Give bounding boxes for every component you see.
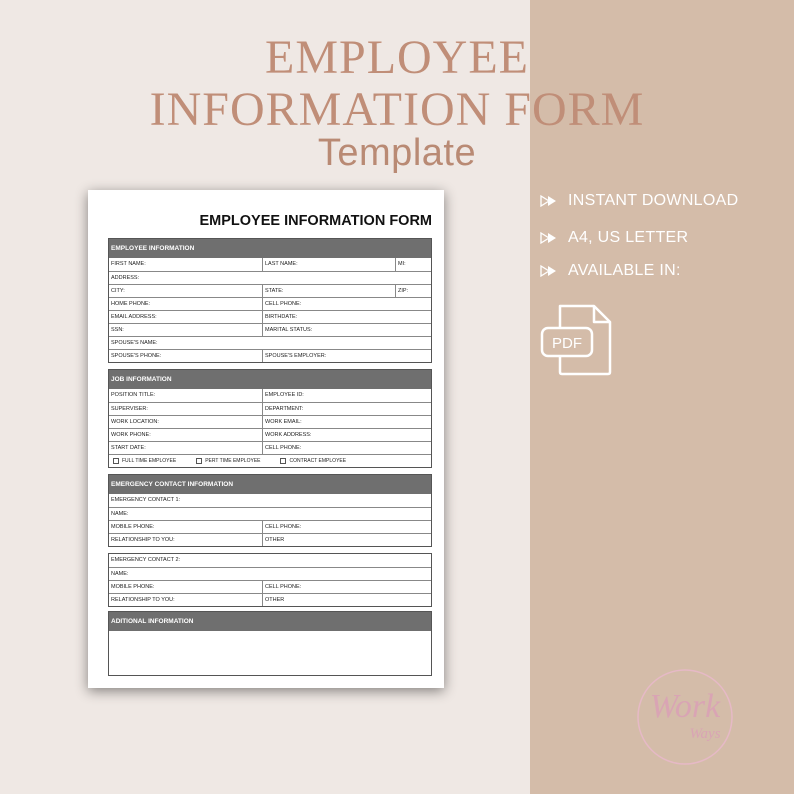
field-label: WORK PHONE: [111, 432, 151, 438]
field-label: LAST NAME: [262, 258, 395, 271]
section-header: EMPLOYEE INFORMATION [109, 239, 431, 258]
form-row [109, 554, 431, 567]
form-row [109, 271, 431, 284]
option-label: CONTRACT EMPLOYEE [289, 458, 347, 464]
feature-text: INSTANT DOWNLOAD [568, 192, 739, 209]
option-label: FULL TIME EMPLOYEE [122, 458, 177, 464]
form-row [109, 494, 431, 507]
field-label: CELL PHONE: [262, 581, 431, 593]
form-row [109, 402, 431, 415]
form-row [109, 520, 431, 533]
field-label: WORK LOCATION: [111, 419, 159, 425]
field-label: MOBILE PHONE: [111, 524, 155, 530]
form-row [109, 297, 431, 310]
feature-item [540, 229, 688, 247]
employment-type-row [109, 454, 431, 467]
field-label: CELL PHONE: [262, 521, 431, 533]
form-row [109, 415, 431, 428]
feature-text: AVAILABLE IN: [568, 262, 681, 279]
brand-logo [630, 662, 740, 772]
field-label: RELATIONSHIP TO YOU: [111, 597, 175, 603]
double-arrow-icon [540, 231, 560, 245]
employee-information-section [108, 238, 432, 363]
full-time-option[interactable] [113, 458, 176, 464]
section-header: JOB INFORMATION [109, 370, 431, 389]
field-label: NAME: [111, 571, 129, 577]
notes-area[interactable] [109, 631, 431, 675]
form-row [109, 441, 431, 454]
emergency-contact-2-section [108, 553, 432, 607]
headline-line-1: EMPLOYEE [265, 31, 529, 84]
field-label: WORK ADDRESS: [262, 429, 431, 441]
field-label: SPOUSE'S PHONE: [111, 353, 162, 359]
form-row [109, 567, 431, 580]
field-label: RELATIONSHIP TO YOU: [111, 537, 175, 543]
field-label: WORK EMAIL: [262, 416, 431, 428]
feature-text: A4, US LETTER [568, 229, 689, 246]
field-label: SPOUSE'S EMPLOYER: [262, 350, 431, 362]
field-label: OTHER [262, 594, 431, 606]
field-label: CITY: [111, 288, 125, 294]
checkbox-icon[interactable] [113, 458, 119, 464]
form-row [109, 593, 431, 606]
field-label: MARITAL STATUS: [262, 324, 431, 336]
job-information-section [108, 369, 432, 468]
form-preview-sheet [88, 190, 444, 688]
contract-option[interactable] [280, 458, 346, 464]
field-label: MOBILE PHONE: [111, 584, 155, 590]
double-arrow-icon [540, 194, 560, 208]
checkbox-icon[interactable] [280, 458, 286, 464]
form-row [109, 310, 431, 323]
form-row [109, 507, 431, 520]
field-label: BIRTHDATE: [262, 311, 431, 323]
form-row [109, 323, 431, 336]
field-label: NAME: [111, 511, 129, 517]
field-label: CELL PHONE: [262, 298, 431, 310]
form-row [109, 533, 431, 546]
field-label: FIRST NAME: [111, 261, 146, 267]
field-label: SSN: [111, 327, 124, 333]
additional-information-section [108, 611, 432, 676]
feature-item [540, 262, 681, 280]
logo-text-ways: Ways [689, 726, 721, 742]
field-label: DEPARTMENT: [262, 403, 431, 415]
field-label: CELL PHONE: [262, 442, 431, 454]
field-label: MI: [395, 258, 431, 271]
form-row [109, 258, 431, 271]
feature-item [540, 192, 738, 210]
field-label: HOME PHONE: [111, 301, 151, 307]
option-label: PERT TIME EMPLOYEE [205, 458, 261, 464]
field-label: STATE: [262, 285, 395, 297]
form-row [109, 580, 431, 593]
field-label: ADDRESS: [111, 275, 140, 281]
form-row [109, 284, 431, 297]
field-label: EMERGENCY CONTACT 2: [111, 557, 181, 563]
field-label: EMAIL ADDRESS: [111, 314, 157, 320]
form-title: EMPLOYEE INFORMATION FORM [199, 213, 432, 229]
headline-line-3: Template [317, 132, 477, 174]
headline-line-2: INFORMATION FORM [149, 83, 645, 136]
field-label: POSITION TITLE: [111, 392, 156, 398]
field-label: ZIP: [395, 285, 431, 297]
form-row [109, 428, 431, 441]
field-label: SPOUSE'S NAME: [111, 340, 158, 346]
logo-text-work: Work [649, 688, 721, 725]
form-row [109, 336, 431, 349]
field-label: OTHER [262, 534, 431, 546]
form-row [109, 389, 431, 402]
checkbox-icon[interactable] [196, 458, 202, 464]
field-label: EMPLOYEE ID: [262, 389, 431, 402]
field-label: START DATE: [111, 445, 146, 451]
form-row [109, 349, 431, 362]
section-header: EMERGENCY CONTACT INFORMATION [109, 475, 431, 494]
field-label: SUPERVISER: [111, 406, 148, 412]
double-arrow-icon [540, 264, 560, 278]
pdf-file-icon [540, 304, 614, 376]
part-time-option[interactable] [196, 458, 260, 464]
section-header: ADITIONAL INFORMATION [109, 612, 431, 631]
emergency-contact-section [108, 474, 432, 547]
pdf-label: PDF [552, 335, 582, 352]
field-label: EMERGENCY CONTACT 1: [111, 497, 181, 503]
